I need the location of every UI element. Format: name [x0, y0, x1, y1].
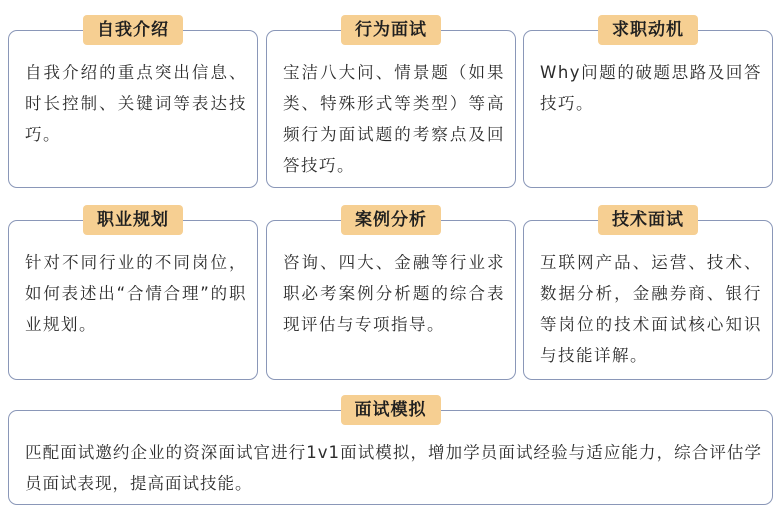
card-technical-interview: [523, 210, 773, 380]
card-title: 求职动机: [598, 15, 698, 45]
card-career-planning: [8, 210, 258, 380]
card-title: 行为面试: [341, 15, 441, 45]
card-description: Why问题的破题思路及回答技巧。: [540, 63, 762, 113]
card-case-analysis: [266, 210, 516, 380]
card-description: 互联网产品、运营、技术、数据分析，金融券商、银行等岗位的技术面试核心知识与技能详解。: [540, 253, 762, 365]
card-title: 技术面试: [598, 205, 698, 235]
card-title: 自我介绍: [83, 15, 183, 45]
card-title: 案例分析: [341, 205, 441, 235]
card-description: 咨询、四大、金融等行业求职必考案例分析题的综合表现评估与专项指导。: [283, 253, 505, 334]
card-title: 面试模拟: [341, 395, 441, 425]
card-job-motivation: [523, 20, 773, 188]
card-description: 匹配面试邀约企业的资深面试官进行1v1面试模拟，增加学员面试经验与适应能力，综合评估学员面试表现，提高面试技能。: [25, 443, 762, 493]
card-behavioral-interview: [266, 20, 516, 188]
card-mock-interview: [8, 400, 773, 505]
card-self-introduction: [8, 20, 258, 188]
card-description: 针对不同行业的不同岗位，如何表述出“合情合理”的职业规划。: [25, 253, 247, 334]
card-title: 职业规划: [83, 205, 183, 235]
card-description: 自我介绍的重点突出信息、时长控制、关键词等表达技巧。: [25, 63, 247, 144]
card-description: 宝洁八大问、情景题（如果类、特殊形式等类型）等高频行为面试题的考察点及回答技巧。: [283, 63, 505, 175]
